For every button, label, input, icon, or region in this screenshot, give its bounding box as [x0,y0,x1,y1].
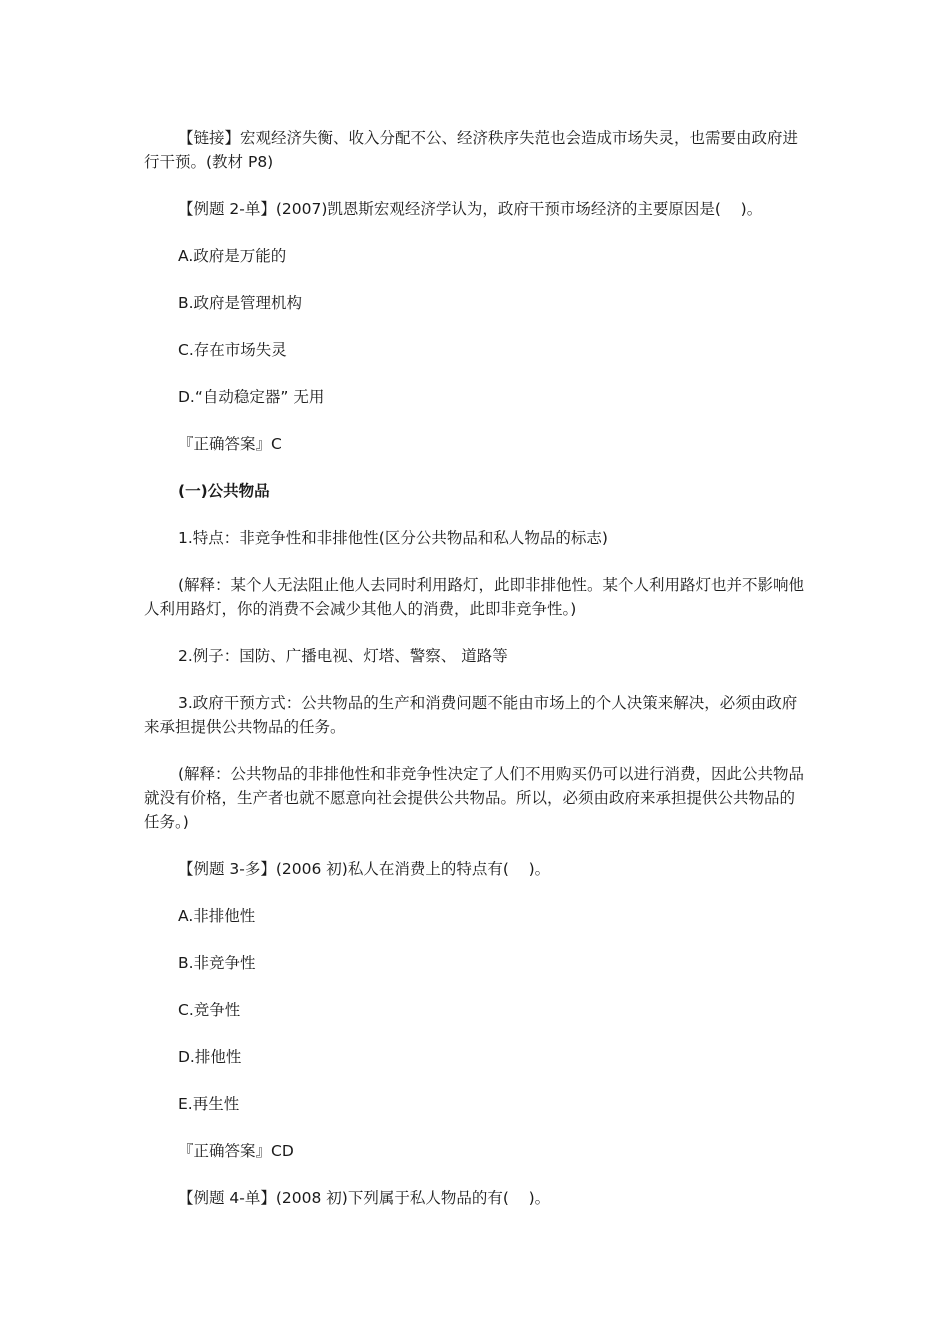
intervention-paragraph: 3.政府干预方式：公共物品的生产和消费问题不能由市场上的个人决策来解决，必须由政府来承担提供公共物品的任务。 [144,694,798,736]
example-3-option-c: C.竞争性 [178,1001,241,1019]
example-2-option-a: A.政府是万能的 [178,247,287,265]
features-paragraph: 1.特点：非竞争性和非排他性(区分公共物品和私人物品的标志) [178,529,608,547]
example-2-option-d: D.“自动稳定器” 无用 [178,388,325,406]
example-3-option-d: D.排他性 [178,1048,242,1066]
example-2-option-b: B.政府是管理机构 [178,294,303,312]
example-3-option-a: A.非排他性 [178,907,256,925]
example-2-question: 【例题 2-单】(2007)凯恩斯宏观经济学认为，政府干预市场经济的主要原因是( )。 [178,200,763,218]
section-heading-public-goods: (一)公共物品 [178,482,270,500]
example-2-option-c: C.存在市场失灵 [178,341,287,359]
link-note-paragraph: 【链接】宏观经济失衡、收入分配不公、经济秩序失范也会造成市场失灵，也需要由政府进行干预。(教材 P8) [144,129,799,171]
features-explanation: (解释：某个人无法阻止他人去同时利用路灯，此即非排他性。某个人利用路灯也并不影响他人利用路灯，你的消费不会减少其他人的消费，此即非竞争性。) [144,576,805,618]
example-2-answer: 『正确答案』C [178,435,282,453]
example-3-option-e: E.再生性 [178,1095,240,1113]
document-page [144,126,809,1233]
intervention-explanation: (解释：公共物品的非排他性和非竞争性决定了人们不用购买仍可以进行消费，因此公共物品就没有价格，生产者也就不愿意向社会提供公共物品。所以，必须由政府来承担提供公共物品的任务。) [144,765,805,831]
examples-paragraph: 2.例子：国防、广播电视、灯塔、警察、 道路等 [178,647,508,665]
example-3-answer: 『正确答案』CD [178,1142,294,1160]
example-3-question: 【例题 3-多】(2006 初)私人在消费上的特点有( )。 [178,860,551,878]
example-3-option-b: B.非竞争性 [178,954,256,972]
example-4-question: 【例题 4-单】(2008 初)下列属于私人物品的有( )。 [178,1189,551,1207]
